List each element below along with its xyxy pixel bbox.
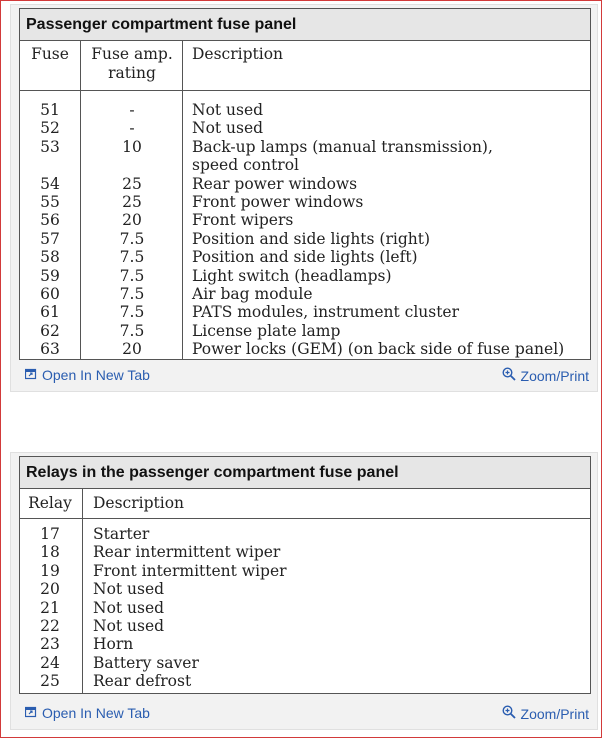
fuse-description: Front power windows xyxy=(192,192,364,211)
fuse-rows xyxy=(20,91,590,358)
fuse-number: 63 xyxy=(40,340,60,359)
header-amp-line1: Fuse amp. xyxy=(91,45,173,63)
relay-number: 19 xyxy=(40,561,60,580)
fuse-description-line2: speed control xyxy=(192,156,299,175)
fuse-description xyxy=(192,138,588,175)
fuse-number: 61 xyxy=(40,303,60,322)
open-in-new-tab-label: Open In New Tab xyxy=(42,705,150,721)
magnifier-plus-icon xyxy=(502,705,516,722)
relay-description: Not used xyxy=(93,598,165,617)
fuse-panel-card xyxy=(10,4,598,392)
header-amp xyxy=(82,45,182,83)
table-row xyxy=(20,340,590,358)
table-row xyxy=(20,635,590,653)
table-row xyxy=(20,138,590,175)
table-row xyxy=(20,175,590,193)
fuse-amp: 7.5 xyxy=(119,321,145,340)
fuse-amp: 10 xyxy=(122,137,142,156)
fuse-description: Not used xyxy=(192,101,264,119)
fuse-table-title: Passenger compartment fuse panel xyxy=(20,9,590,41)
header-description: Description xyxy=(93,494,185,512)
relay-description: Not used xyxy=(93,616,165,635)
zoom-print-label: Zoom/Print xyxy=(520,367,589,384)
fuse-amp: - xyxy=(129,101,135,119)
fuse-number: 52 xyxy=(40,119,60,138)
relay-description: Horn xyxy=(93,635,134,654)
fuse-table xyxy=(19,8,591,360)
table-row xyxy=(20,562,590,580)
table-row xyxy=(20,211,590,229)
fuse-number: 58 xyxy=(40,248,60,267)
relay-description: Battery saver xyxy=(93,653,199,672)
relay-description: Rear intermittent wiper xyxy=(93,543,281,562)
relay-table xyxy=(19,456,591,694)
table-row xyxy=(20,248,590,266)
open-in-new-tab-label: Open In New Tab xyxy=(42,367,150,383)
table-row xyxy=(20,543,590,561)
open-new-tab-icon xyxy=(25,367,37,383)
fuse-number: 57 xyxy=(40,229,60,248)
header-fuse: Fuse xyxy=(31,45,69,63)
fuse-amp: 7.5 xyxy=(119,248,145,267)
fuse-number: 56 xyxy=(40,211,60,230)
table-row xyxy=(20,119,590,137)
relay-number: 22 xyxy=(40,616,60,635)
fuse-card-footer xyxy=(11,365,597,387)
fuse-description: Front wipers xyxy=(192,211,294,230)
table-row xyxy=(20,599,590,617)
fuse-description: Position and side lights (left) xyxy=(192,248,418,267)
table-row xyxy=(20,285,590,303)
fuse-description: PATS modules, instrument cluster xyxy=(192,303,460,322)
table-row xyxy=(20,672,590,690)
relay-table-title: Relays in the passenger compartment fuse panel xyxy=(20,457,590,489)
relay-number: 25 xyxy=(40,672,60,691)
relay-number: 20 xyxy=(40,580,60,599)
fuse-description: Position and side lights (right) xyxy=(192,229,431,248)
fuse-number: 62 xyxy=(40,321,60,340)
fuse-amp: 20 xyxy=(122,340,142,359)
zoom-print-label: Zoom/Print xyxy=(520,705,589,722)
fuse-description: Light switch (headlamps) xyxy=(192,266,392,285)
fuse-description: Air bag module xyxy=(192,284,313,303)
fuse-description-line1: Back-up lamps (manual transmission), xyxy=(192,137,493,156)
fuse-amp: 7.5 xyxy=(119,229,145,248)
fuse-number: 60 xyxy=(40,284,60,303)
table-row xyxy=(20,193,590,211)
fuse-description: Rear power windows xyxy=(192,174,358,193)
relay-description: Starter xyxy=(93,525,150,543)
header-relay: Relay xyxy=(28,494,72,512)
header-amp-line2: rating xyxy=(108,64,156,82)
fuse-table-header xyxy=(20,41,590,91)
fuse-amp: 7.5 xyxy=(119,303,145,322)
fuse-number: 54 xyxy=(40,174,60,193)
fuse-description: License plate lamp xyxy=(192,321,341,340)
relay-number: 18 xyxy=(40,543,60,562)
fuse-amp: 25 xyxy=(122,174,142,193)
magnifier-plus-icon xyxy=(502,367,516,384)
relay-description: Rear defrost xyxy=(93,672,192,691)
table-row xyxy=(20,230,590,248)
fuse-number: 59 xyxy=(40,266,60,285)
relay-number: 17 xyxy=(40,525,60,543)
relay-table-header xyxy=(20,489,590,519)
relay-description: Front intermittent wiper xyxy=(93,561,287,580)
relay-number: 23 xyxy=(40,635,60,654)
table-row xyxy=(20,267,590,285)
zoom-print-link[interactable] xyxy=(502,705,589,722)
relay-card-footer xyxy=(11,703,597,725)
fuse-number: 53 xyxy=(40,137,60,156)
fuse-description: Not used xyxy=(192,119,264,138)
fuse-amp: 7.5 xyxy=(119,284,145,303)
table-row xyxy=(20,617,590,635)
header-description: Description xyxy=(192,45,284,63)
fuse-amp: 7.5 xyxy=(119,266,145,285)
relay-panel-card xyxy=(10,452,598,730)
fuse-amp: 20 xyxy=(122,211,142,230)
table-row xyxy=(20,580,590,598)
table-row xyxy=(20,322,590,340)
table-row xyxy=(20,525,590,543)
relay-description: Not used xyxy=(93,580,165,599)
fuse-amp: - xyxy=(129,119,135,138)
table-row xyxy=(20,101,590,119)
table-row xyxy=(20,303,590,321)
fuse-amp: 25 xyxy=(122,192,142,211)
relay-number: 21 xyxy=(40,598,60,617)
open-new-tab-icon xyxy=(25,705,37,721)
fuse-number: 51 xyxy=(40,101,60,119)
relay-rows xyxy=(20,519,590,691)
fuse-description: Power locks (GEM) (on back side of fuse panel) xyxy=(192,340,565,359)
fuse-number: 55 xyxy=(40,192,60,211)
table-row xyxy=(20,654,590,672)
zoom-print-link[interactable] xyxy=(502,367,589,384)
relay-number: 24 xyxy=(40,653,60,672)
open-in-new-tab-link[interactable] xyxy=(25,367,150,383)
open-in-new-tab-link[interactable] xyxy=(25,705,150,721)
